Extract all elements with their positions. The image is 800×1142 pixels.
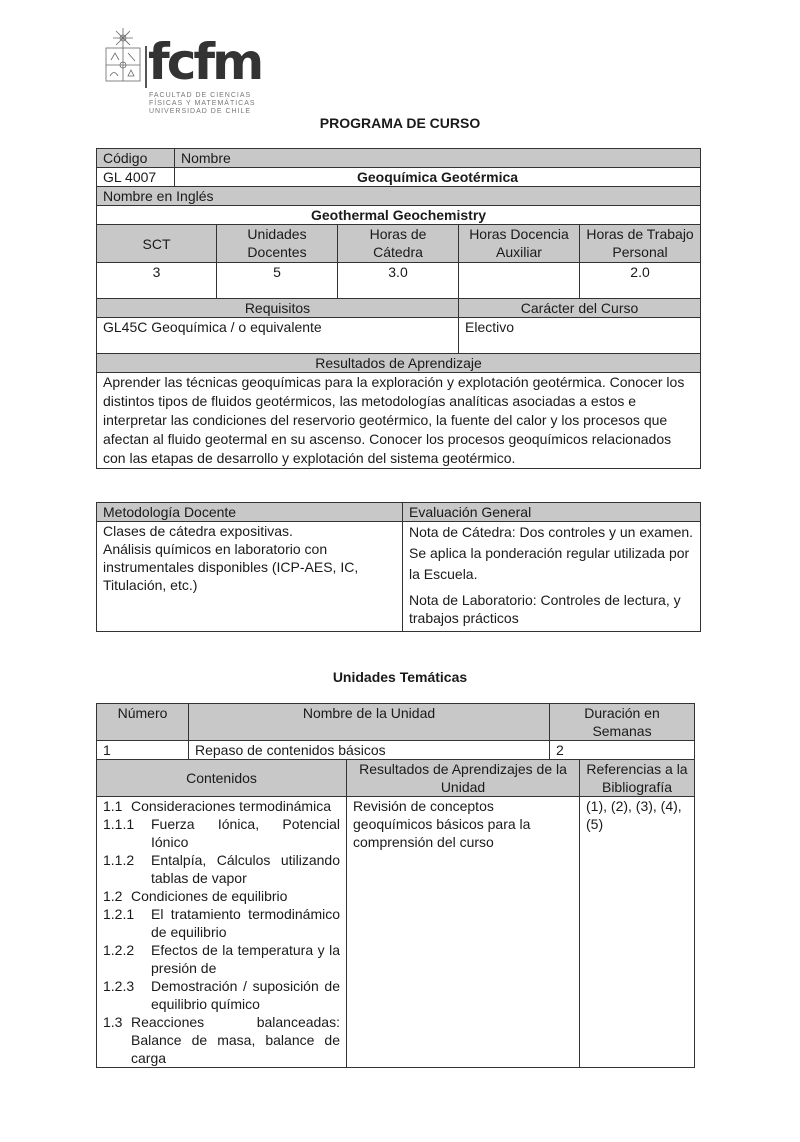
unit-name: Repaso de contenidos básicos [189,741,550,760]
document-title: PROGRAMA DE CURSO [319,115,481,131]
evaluation-label: Evaluación General [403,503,701,522]
logo-subtitle-line: FACULTAD DE CIENCIAS [149,92,252,99]
lecture-hours-value: 3.0 [338,263,459,299]
references-text: (1), (2), (3), (4), (5) [580,797,695,1068]
teaching-units-header: Unidades Docentes [217,225,338,263]
code-label: Código [97,149,175,168]
requisites-value: GL45C Geoquímica / o equivalente [97,318,459,354]
sct-value: 3 [97,263,217,299]
learning-results-label: Resultados de Aprendizaje [97,354,701,373]
auxiliary-hours-header: Horas Docencia Auxiliar [459,225,580,263]
course-code: GL 4007 [97,168,175,187]
contents-list [97,797,347,1068]
sct-header: SCT [97,225,217,263]
evaluation-line: Nota de Cátedra: Dos controles y un examen. Se aplica la ponderación regular utilizada por la Escuela. [409,524,694,582]
evaluation-line: Nota de Laboratorio: Controles de lectura, y trabajos prácticos [409,592,681,626]
references-label: Referencias a la Bibliografía [580,760,695,797]
content-item: 1.2.3 Demostración / suposición de equilibrio químico [103,978,340,1012]
content-item: 1.2.2 Efectos de la temperatura y la presión de [103,942,340,976]
course-name: Geoquímica Geotérmica [175,168,701,187]
unit-results-text: Revisión de conceptos geoquímicos básicos para la comprensión del curso [347,797,580,1068]
methodology-label: Metodología Docente [97,503,403,522]
content-item: 1.2 Condiciones de equilibrio [103,888,288,904]
unit-number-label: Número [97,704,189,741]
content-item: 1.1.1 Fuerza Iónica, Potencial Iónico [103,816,340,850]
requisites-label: Requisitos [97,299,459,318]
logo-text: fcfm [148,33,262,91]
thematic-units-table [96,703,695,1068]
logo-subtitle [149,92,256,116]
unit-number: 1 [97,741,189,760]
content-item: 1.1.2 Entalpía, Cálculos utilizando tablas de vapor [103,852,340,886]
unit-name-label: Nombre de la Unidad [189,704,550,741]
course-info-table [96,148,701,469]
name-label: Nombre [175,149,701,168]
methodology-line: Clases de cátedra expositivas. [103,523,293,539]
unit-duration-label: Duración en Semanas [550,704,695,741]
content-item: 1.1 Consideraciones termodinámica [103,798,331,814]
fcfm-logo [103,28,283,123]
logo-subtitle-line: UNIVERSIDAD DE CHILE [149,108,252,115]
methodology-text [97,522,403,632]
lecture-hours-header: Horas de Cátedra [338,225,459,263]
methodology-table [96,502,701,632]
evaluation-text [403,522,701,632]
units-section-title: Unidades Temáticas [332,669,468,685]
personal-work-hours-header: Horas de Trabajo Personal [580,225,701,263]
auxiliary-hours-value [459,263,580,299]
university-shield-icon [103,28,143,84]
unit-results-label: Resultados de Aprendizajes de la Unidad [347,760,580,797]
course-english-name: Geothermal Geochemistry [97,206,701,225]
contents-label: Contenidos [97,760,347,797]
teaching-units-value: 5 [217,263,338,299]
methodology-line: Análisis químicos en laboratorio con instrumentales disponibles (ICP-AES, IC, Titulación, etc.) [103,541,359,593]
character-value: Electivo [459,318,701,354]
unit-duration: 2 [550,741,695,760]
content-item: 1.3 Reacciones balanceadas: Balance de masa, balance de carga [103,1014,340,1066]
content-item: 1.2.1 El tratamiento termodinámico de equilibrio [103,906,340,940]
logo-subtitle-line: FÍSICAS Y MATEMÁTICAS [149,100,256,107]
learning-results-text: Aprender las técnicas geoquímicas para la exploración y explotación geotérmica. Conocer los distintos tipos de fluidos geotérmicos, las metodologías analíticas asociadas a estos e interpretar las condiciones del reservorio geotérmico, la fuente del calor y los procesos que afectan al fluido geotermal en su ascenso. Conocer los procesos geoquímicos relacionados con las etapas de desarrollo y explotación del sistema geotérmico. [97,373,701,469]
character-label: Carácter del Curso [459,299,701,318]
logo-divider [145,46,147,88]
english-name-label: Nombre en Inglés [97,187,701,206]
personal-work-hours-value: 2.0 [580,263,701,299]
